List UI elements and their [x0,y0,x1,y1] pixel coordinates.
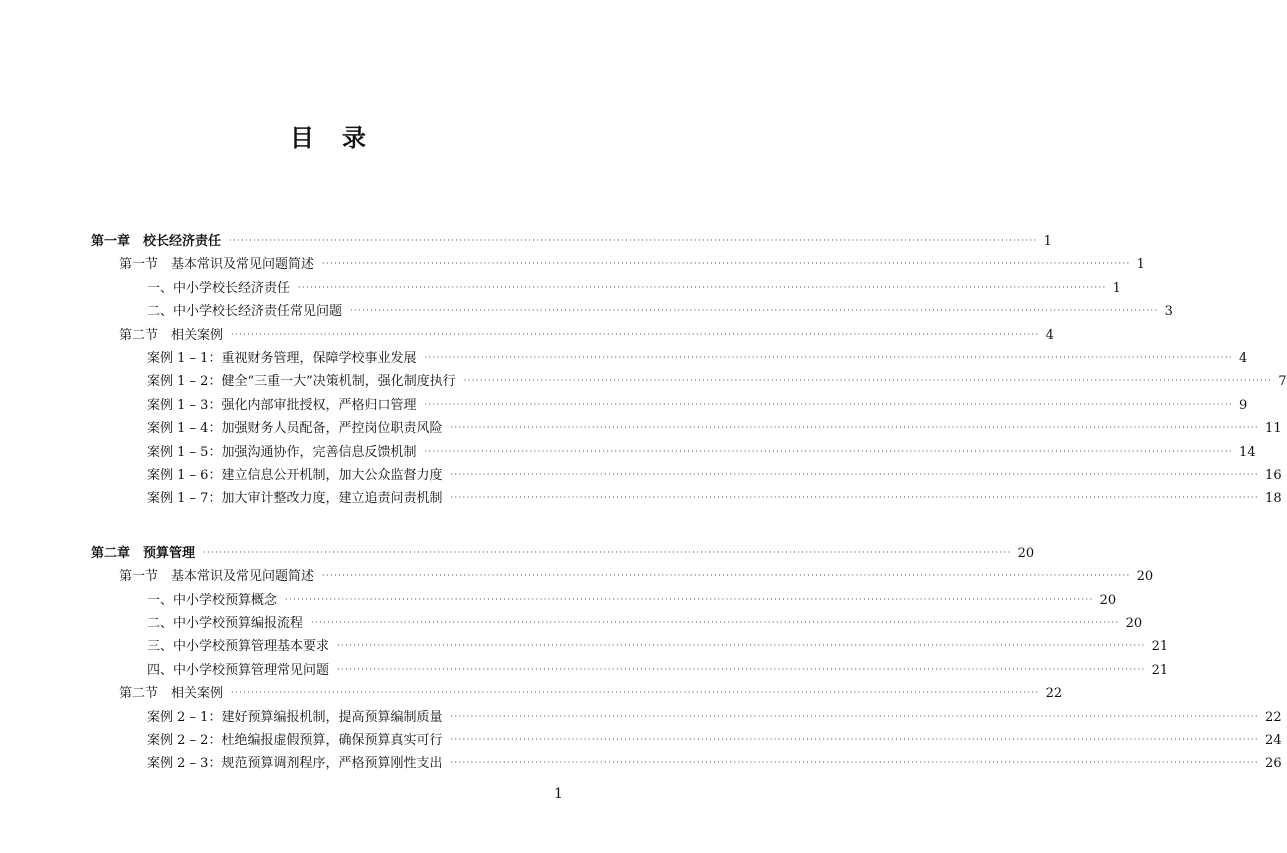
toc-entry-label: 第二章 预算管理 [91,545,196,561]
toc-entry-label: 案例 2 – 3：规范预算调剂程序，严格预算刚性支出 [147,756,443,772]
toc-entry-page: 22 [1265,709,1282,725]
page-title: 目 录 [290,124,368,152]
toc-entry-page: 3 [1164,304,1173,320]
page-number: 1 [554,786,563,802]
toc-entry-page: 20 [1136,569,1154,585]
toc-leader-dots: ········································································································································································································ [311,618,1120,627]
toc-entry-page: 20 [1125,616,1143,631]
toc-leader-dots: ········································································································································································································ [298,282,1107,292]
toc-entry-label: 第一节 基本常识及常见问题简述 [119,257,315,273]
toc-entry-page: 1 [1112,280,1121,296]
toc-section-entry[interactable] [119,254,1145,276]
toc-leader-dots: ········································································································································································································ [337,641,1146,651]
toc-item-entry[interactable] [147,442,1256,464]
toc-item-entry[interactable] [147,395,1248,417]
toc-entry-label: 第二节 相关案例 [119,686,224,702]
toc-item-entry[interactable] [147,613,1143,635]
toc-entry-page: 26 [1265,756,1282,772]
toc-leader-dots: ········································································································································································································ [450,711,1260,721]
toc-entry-label: 二、中小学校预算编报流程 [147,616,304,631]
toc-entry-label: 案例 1 – 6：建立信息公开机制，加大公众监督力度 [147,468,443,483]
toc-entry-page: 20 [1017,545,1035,561]
toc-leader-dots: ········································································································································································································ [424,399,1234,409]
toc-item-entry[interactable] [147,488,1282,510]
toc-entry-label: 第二节 相关案例 [119,327,224,343]
toc-item-entry[interactable] [147,418,1282,440]
toc-entry-label: 三、中小学校预算管理基本要求 [147,639,330,655]
toc-entry-page: 21 [1151,639,1169,655]
toc-leader-dots: ········································································································································································································ [450,758,1260,768]
toc-entry-page: 24 [1265,733,1282,748]
toc-entry-label: 案例 1 – 7：加大审计整改力度，建立追责问责机制 [147,491,443,507]
toc-item-entry[interactable] [147,730,1282,752]
toc-section-entry[interactable] [119,683,1063,705]
toc-entry-label: 一、中小学校长经济责任 [147,280,291,296]
toc-item-entry[interactable] [147,465,1282,487]
toc-entry-label: 案例 1 – 5：加强沟通协作，完善信息反馈机制 [147,444,417,460]
toc-leader-dots: ········································································································································································································ [450,423,1260,433]
toc-leader-dots: ········································································································································································································ [424,446,1234,456]
toc-entry-page: 18 [1265,491,1282,507]
toc-entry-page: 16 [1265,468,1282,483]
toc-leader-dots: ········································································································································································································ [424,353,1234,362]
toc-entry-label: 案例 2 – 1：建好预算编报机制，提高预算编制质量 [147,709,443,725]
toc-item-entry[interactable] [147,660,1169,682]
toc-leader-dots: ········································································································································································································ [463,376,1273,386]
toc-entry-label: 案例 1 – 3：强化内部审批授权，严格归口管理 [147,397,417,413]
toc-leader-dots: ········································································································································································································ [203,547,1012,557]
toc-entry-page: 1 [1136,257,1145,273]
toc-item-entry[interactable] [147,590,1117,612]
toc-entry-page: 1 [1043,234,1052,249]
toc-item-entry[interactable] [147,371,1287,393]
toc-entry-page: 4 [1045,327,1054,343]
toc-item-entry[interactable] [147,301,1173,323]
toc-item-entry[interactable] [147,636,1169,658]
toc-leader-dots: ········································································································································································································ [229,236,1038,245]
toc-section-entry[interactable] [119,566,1154,588]
toc-leader-dots: ········································································································································································································ [231,329,1040,339]
toc-entry-label: 二、中小学校长经济责任常见问题 [147,304,343,320]
toc-entry-label: 第一章 校长经济责任 [91,234,222,249]
toc-entry-page: 22 [1045,686,1063,702]
toc-item-entry[interactable] [147,348,1248,370]
toc-leader-dots: ········································································································································································································ [231,688,1040,698]
toc-item-entry[interactable] [147,278,1121,300]
toc-entry-page: 11 [1265,421,1282,437]
toc-leader-dots: ········································································································································································································ [350,306,1159,316]
toc-leader-dots: ········································································································································································································ [322,571,1131,581]
toc-leader-dots: ········································································································································································································ [450,735,1260,744]
toc-entry-page: 14 [1239,444,1256,460]
toc-entry-page: 20 [1099,592,1117,608]
toc-entry-label: 四、中小学校预算管理常见问题 [147,662,330,678]
toc-entry-page: 21 [1151,662,1169,678]
toc-leader-dots: ········································································································································································································ [337,664,1146,674]
toc-leader-dots: ········································································································································································································ [450,493,1260,503]
toc-leader-dots: ········································································································································································································ [450,470,1260,479]
toc-section-entry[interactable] [119,325,1054,347]
toc-entry-page: 7 [1278,374,1287,390]
toc-leader-dots: ········································································································································································································ [285,594,1094,604]
toc-chapter-entry[interactable] [91,543,1035,565]
toc-entry-page: 4 [1239,351,1248,366]
toc-item-entry[interactable] [147,707,1282,729]
toc-item-entry[interactable] [147,753,1282,775]
toc-entry-label: 第一节 基本常识及常见问题简述 [119,569,315,585]
toc-entry-label: 案例 1 – 2：健全“三重一大”决策机制，强化制度执行 [147,374,456,390]
toc-entry-page: 9 [1239,397,1248,413]
toc-entry-label: 一、中小学校预算概念 [147,592,278,608]
toc-entry-label: 案例 1 – 1：重视财务管理，保障学校事业发展 [147,351,417,366]
toc-entry-label: 案例 1 – 4：加强财务人员配备，严控岗位职责风险 [147,421,443,437]
toc-entry-label: 案例 2 – 2：杜绝编报虚假预算，确保预算真实可行 [147,733,443,748]
toc-chapter-entry[interactable] [91,231,1052,253]
toc-leader-dots: ········································································································································································································ [322,259,1131,269]
